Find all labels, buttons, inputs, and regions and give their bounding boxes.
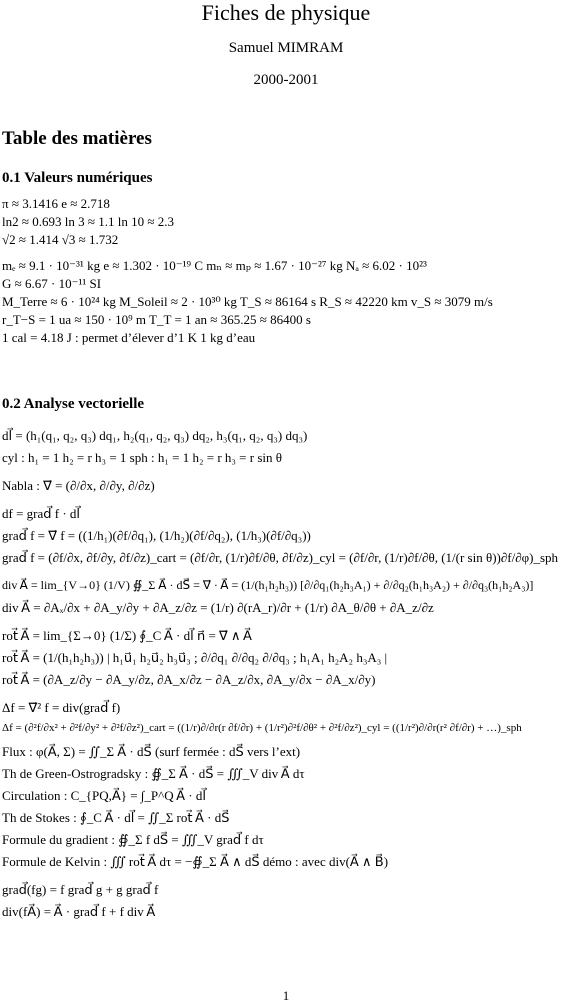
sec1-line: π ≈ 3.1416 e ≈ 2.718: [2, 196, 110, 211]
document-title: Fiches de physique: [201, 0, 371, 25]
sec2-line: div(fA⃗) = A⃗ · grad⃗ f + f div A⃗: [2, 904, 156, 919]
sec2-line: rot⃗ A⃗ = (1/(h₁h₂h₃)) | h₁u⃗₁ h₂u⃗₂ h₃u⃗₃ ; ∂/∂q₁ ∂/∂q₂ ∂/∂q₃ ; h₁A₁ h₂A₂ h₃A₃ |: [2, 650, 388, 665]
sec1-line: √2 ≈ 1.414 √3 ≈ 1.732: [2, 232, 119, 247]
sec2-line: Circulation : C_{PQ,A⃗} = ∫_P^Q A⃗ · dl⃗: [2, 788, 206, 803]
sec1-line: r_T−S = 1 ua ≈ 150 · 10⁹ m T_T = 1 an ≈ 365.25 ≈ 86400 s: [2, 312, 311, 327]
sec2-line: Nabla : ∇⃗ = (∂/∂x, ∂/∂y, ∂/∂z): [2, 478, 155, 493]
sec2-line: cyl : h₁ = 1 h₂ = r h₃ = 1 sph : h₁ = 1 h₂ = r h₃ = r sin θ: [2, 450, 282, 465]
section-heading-valeurs: 0.1 Valeurs numériques: [2, 170, 153, 186]
document-date: 2000-2001: [253, 72, 319, 88]
sec2-line: grad⃗ f = ∇⃗ f = ((1/h₁)(∂f/∂q₁), (1/h₂)(∂f/∂q₂), (1/h₃)(∂f/∂q₃)): [2, 528, 311, 543]
sec2-line: Th de Green-Ostrogradsky : ∯_Σ A⃗ · dS⃗ = ∭_V div A⃗ dτ: [2, 766, 305, 781]
page-number: 1: [282, 988, 290, 1003]
author-name: Samuel MIMRAM: [228, 40, 344, 56]
sec1-line: mₑ ≈ 9.1 · 10⁻³¹ kg e ≈ 1.302 · 10⁻¹⁹ C mₙ ≈ mₚ ≈ 1.67 · 10⁻²⁷ kg Nₐ ≈ 6.02 · 10²³: [2, 258, 427, 273]
sec2-line: Formule de Kelvin : ∭ rot⃗ A⃗ dτ = −∯_Σ A⃗ ∧ dS⃗ démo : avec div(A⃗ ∧ B⃗): [2, 854, 389, 869]
sec2-line: Formule du gradient : ∯_Σ f dS⃗ = ∭_V grad⃗ f dτ: [2, 832, 264, 847]
sec2-line: grad⃗(fg) = f grad⃗ g + g grad⃗ f: [2, 882, 159, 897]
sec2-line: div A⃗ = lim_{V→0} (1/V) ∯_Σ A⃗ · dS⃗ = ∇⃗ · A⃗ = (1/(h₁h₂h₃)) [∂/∂q₁(h₂h₃A₁) + ∂/∂q₂(h₁h₃A₂) + ∂/∂q₃(h₁h₂A₃)]: [2, 578, 534, 592]
sec2-line: dl⃗ = (h₁(q₁, q₂, q₃) dq₁, h₂(q₁, q₂, q₃) dq₂, h₃(q₁, q₂, q₃) dq₃): [2, 428, 308, 443]
sec2-line: Flux : φ(A⃗, Σ) = ∬_Σ A⃗ · dS⃗ (surf fermée : dS⃗ vers l’ext): [2, 744, 301, 759]
sec1-line: 1 cal = 4.18 J : permet d’élever d’1 K 1 kg d’eau: [2, 330, 256, 345]
sec2-line: Δf = (∂²f/∂x² + ∂²f/∂y² + ∂²f/∂z²)_cart = ((1/r)∂/∂r(r ∂f/∂r) + (1/r²)∂²f/∂θ² + ∂²f/∂z²)_cyl = ((1/r²)∂/∂r(r² ∂f/∂r) + …)_sph: [2, 722, 522, 734]
sec2-line: Th de Stokes : ∮_C A⃗ · dl⃗ = ∬_Σ rot⃗ A⃗ · dS⃗: [2, 810, 230, 825]
sec2-line: df = grad⃗ f · dl⃗: [2, 506, 81, 521]
sec2-line: rot⃗ A⃗ = lim_{Σ→0} (1/Σ) ∮_C A⃗ · dl⃗ n⃗ = ∇⃗ ∧ A⃗: [2, 628, 252, 643]
sec2-line: div A⃗ = ∂Aₓ/∂x + ∂A_y/∂y + ∂A_z/∂z = (1/r) ∂(rA_r)/∂r + (1/r) ∂A_θ/∂θ + ∂A_z/∂z: [2, 600, 434, 615]
sec1-line: G ≈ 6.67 · 10⁻¹¹ SI: [2, 276, 102, 291]
sec2-line: rot⃗ A⃗ = (∂A_z/∂y − ∂A_y/∂z, ∂A_x/∂z − ∂A_z/∂x, ∂A_y/∂x − ∂A_x/∂y): [2, 672, 376, 687]
sec2-line: Δf = ∇⃗² f = div(grad⃗ f): [2, 700, 121, 715]
sec1-line: M_Terre ≈ 6 · 10²⁴ kg M_Soleil ≈ 2 · 10³⁰ kg T_S ≈ 86164 s R_S ≈ 42220 km v_S ≈ 3079 m/s: [2, 294, 493, 309]
section-heading-analyse: 0.2 Analyse vectorielle: [2, 396, 145, 412]
toc-heading: Table des matières: [2, 128, 152, 149]
sec1-line: ln2 ≈ 0.693 ln 3 ≈ 1.1 ln 10 ≈ 2.3: [2, 214, 174, 229]
sec2-line: grad⃗ f = (∂f/∂x, ∂f/∂y, ∂f/∂z)_cart = (∂f/∂r, (1/r)∂f/∂θ, ∂f/∂z)_cyl = (∂f/∂r, (1/r)∂f/∂θ, (1/(r sin θ))∂f/∂φ)_sph: [2, 550, 559, 565]
